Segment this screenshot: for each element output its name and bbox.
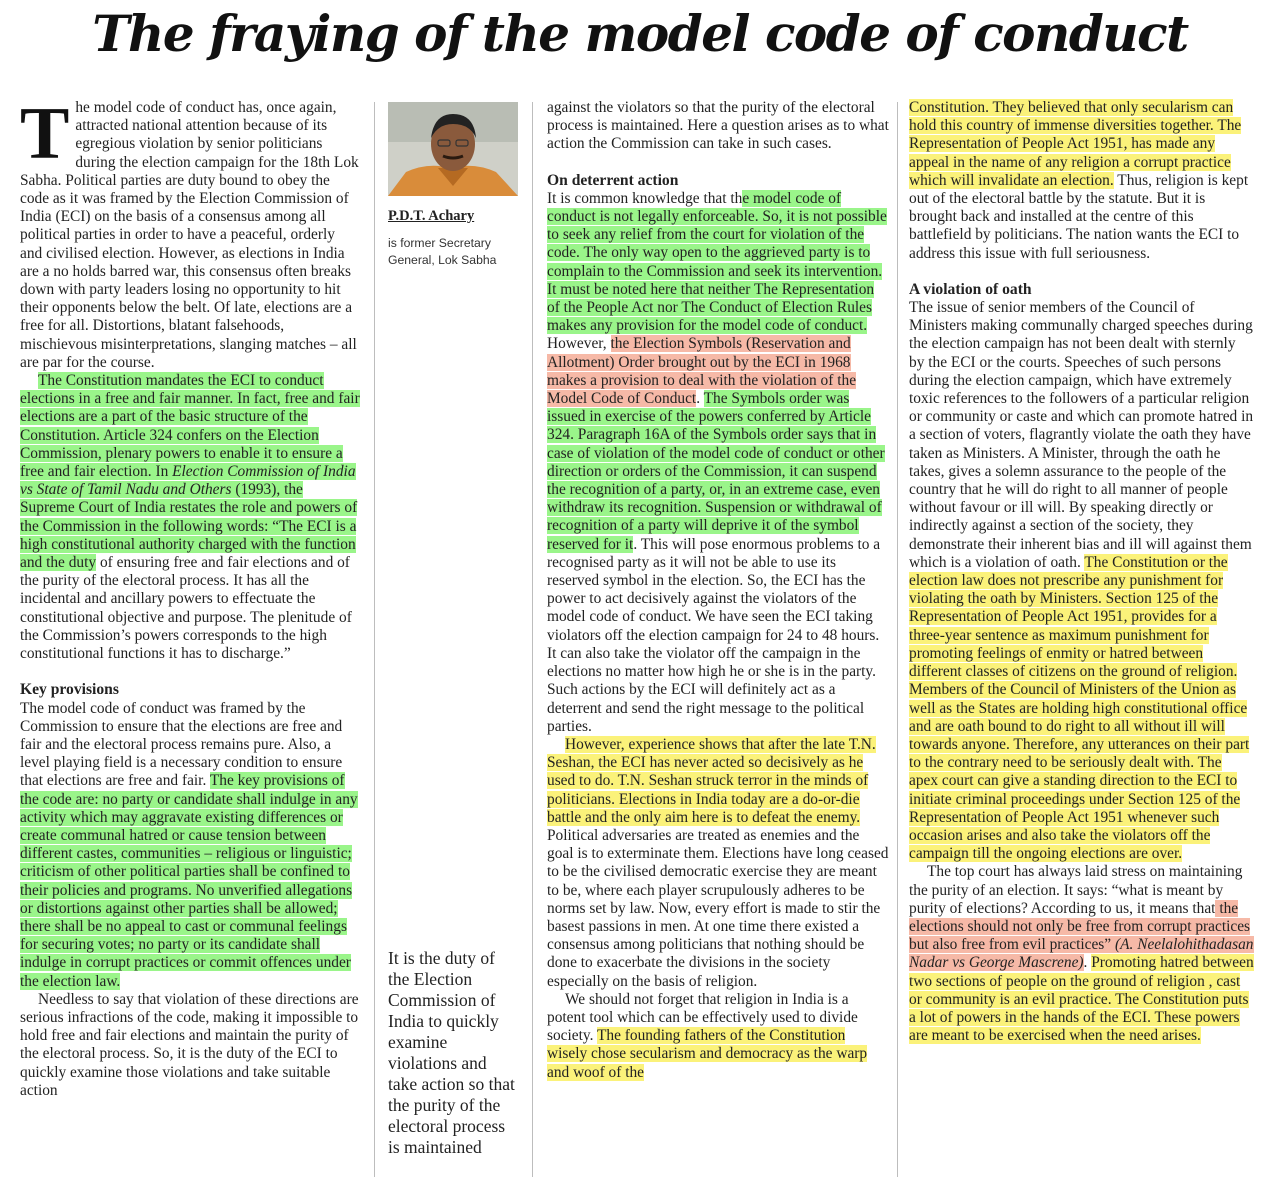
paragraph-text: The top court has always laid stress on maintaining the purity of an election. It says: “what is meant by purity of elections? According to us, it means that [909,863,1243,917]
column-divider [897,102,898,1177]
paragraph-text: Thus, religion is kept out of the electoral battle by the statute. But it is brought back and installed at the centre of this battlefield by politicians. The nation wants the ECI to address this issue with full seriousness. [909,171,1249,262]
highlighted-text: the Election Symbols (Reservation and Allotment) Order brought out by the ECI in 1968 makes a provision to deal with the violation of the Model Code of Conduct [547,335,857,408]
section-heading: A violation of oath [909,280,1032,298]
paragraph [20,700,360,991]
paragraph [547,991,889,1082]
paragraph [547,736,889,991]
author-bio: is former Secretary General, Lok Sabha [388,236,497,267]
paragraph [909,99,1254,263]
paragraph-text: he model code of conduct has, once again, attracted national attention because of its egregious violation by senior politicians during the election campaign for the 18th Lok Sabha. Political parties are duty bound to obey the code as it was framed by the Election Commission of India (ECI) on the basis of a consensus among all political parties in order to have a peaceful, orderly and civilised election. However, as elections in India are a no holds barred war, this consensus often breaks down with party leaders losing no opportunity to hit their opponents below the belt. Of late, elections are a free for all. Distortions, blatant falsehoods, mischievous misinterpretations, slanging matches – all are par for the course. [20,99,359,371]
author-photo [388,102,518,196]
drop-cap: T [20,99,70,175]
paragraph [547,190,889,736]
paragraph-text: . This will pose enormous problems to a recognised party as it will not be able to use its reserved symbol in the election. So, the ECI has the power to act decisively against the violators of the model code of conduct. We have seen the ECI taking violators off the election campaign for 24 to 48 hours. It can also take the violator off the campaign in the elections no matter how high he or she is in the party. Such actions by the ECI will definitely act as a deterrent and send the right message to the political parties. [547,535,881,735]
paragraph-text: The model code of conduct was framed by the Commission to ensure that the elections are free and fair and the electoral process remains pure. Also, a level playing field is a necessary condition to ensure that elections are free and fair. [20,699,343,790]
paragraph-text: . [696,390,704,408]
section-heading: Key provisions [20,681,119,699]
highlighted-text: (1993), the Supreme Court of India restates the role and powers of the Commission in the following words: “The ECI is a high constitutional authority charged with the function and the duty [20,481,358,572]
article-column-1 [20,99,360,1181]
paragraph-text: However, [547,335,611,353]
case-citation: (A. Neelalohithadasan Nadar vs George Mascrene) [909,936,1254,972]
article-column-4 [909,99,1254,1181]
column-divider [532,102,533,1177]
highlighted-text: Constitution. They believed that only secularism can hold this country of immense diversities together. The Representation of People Act 1951, has made any appeal in the name of any religion a corrupt practice which will invalidate an election. [909,99,1242,189]
intro-paragraph [20,99,360,372]
highlighted-text: e model code of conduct is not legally enforceable. So, it is not possible to seek any relief from the court for violation of the code. The only way open to the aggrieved party is to complain to the Commission and seek its intervention. It must be noted here that neither The Representation of the People Act nor The Conduct of Election Rules makes any provision for the model code of conduct. [547,189,887,335]
highlighted-text: The Symbols order was issued in exercise of the powers conferred by Article 324. Paragraph 16A of the Symbols order says that in case of violation of the model code of conduct or other direction or orders of the Commission, it can suspend the recognition of a party, or, in an extreme case, even withdraw its recognition. Suspension or withdrawal of recognition of a party will deprive it of the symbol reserved for it [547,390,885,553]
headline: The fraying of the model code of conduct [92,4,1188,63]
highlighted-text: the elections should not only be free from corrupt practices but also free from evil practices” [909,899,1251,954]
section-heading: On deterrent action [547,171,679,189]
paragraph [547,99,889,154]
paragraph-text: The issue of senior members of the Council of Ministers making communally charged speeches during the election campaign has not been dealt with sternly by the ECI or the courts. Speeches of such persons during the election campaign, which have extremely toxic references to the followers of a particular religion or community or caste and which can promote hatred in a section of voters, flagrantly violate the oath they have taken as Ministers. A Minister, through the oath he takes, gives a solemn assurance to the people of the country that he will do right to all manner of people without favour or ill will. By speaking directly or indirectly against a section of the society, they demonstrate their inherent bias and ill will against them which is a violation of oath. [909,299,1254,571]
paragraph-text: We should not forget that religion in India is a potent tool which can be effectively used to divide society. [547,990,858,1045]
author-box [388,102,520,269]
paragraph-text: Political adversaries are treated as enemies and the goal is to exterminate them. Elections have long ceased to be the civilised democratic exercise they are meant to be, where each player scrupulously adheres to be norms set by law. Now, every effort is made to stir the basest passions in men. At one time there existed a consensus among politicians that nothing should be done to exacerbate the divisions in the society especially on the basis of religion. [547,826,889,990]
paragraph-text: . [1083,954,1092,972]
case-citation: Election Commission of India vs State of Tamil Nadu and Others [20,463,356,499]
highlighted-text: The Constitution mandates the ECI to conduct elections in a free and fair manner. In fact, free and fair elections are a part of the basic structure of the Constitution. Article 324 confers on the Election Commission, plenary powers to enable it to ensure a free and fair election. In [20,372,360,481]
pull-quote: It is the duty of the Election Commission of India to quickly examine violations and take action so that the purity of the electoral process is maintained [388,948,515,1157]
paragraph-text: It is common knowledge that th [547,189,743,207]
highlighted-text: The key provisions of the code are: no party or candidate shall indulge in any activity which may aggravate existing differences or create communal hatred or cause tension between different castes, communities – religious or linguistic; criticism of other political parties shall be confined to their policies and programs. [20,772,358,899]
author-name: P.D.T. Achary [388,208,475,224]
article-column-3 [547,99,889,1181]
highlighted-text: No unverified allegations or distortions against other parties shall be allowed; there shall be no appeal to cast or communal feelings for securing votes; no party or its candidate shall indulge in corrupt practices or commit offences under the election law. [20,881,353,990]
paragraph [20,372,360,663]
highlighted-text: The founding fathers of the Constitution wisely chose secularism and democracy as the warp and woof of the [547,1027,868,1081]
highlighted-text: Promoting hatred between two sections of people on the ground of religion , cast or community is an evil practice. The Constitution puts a lot of powers in the hands of the ECI. These powers are meant to be exercised when the need arises. [909,954,1254,1045]
paragraph [909,863,1254,1045]
paragraph-text: against the violators so that the purity of the electoral process is maintained. Here a question arises as to what action the Commission can take in such cases. [547,99,889,153]
highlighted-text: The Constitution or the election law does not prescribe any punishment for violating the oath by Ministers. Section 125 of the Representation of People Act 1951, provides for a three-year sentence as maximum punishment for promoting feelings of enmity or hatred between different classes of citizens on the ground of religion. Members of the Council of Ministers of the Union as well as the States are holding high constitutional office and are oath bound to do right to all without ill will towards anyone. Therefore, any utterances on their part to the contrary need to be seriously dealt with. The apex court can give a standing direction to the ECI to initiate criminal proceedings under Section 125 of the Representation of People Act 1951 whenever such occasion arises and also take the violators off the campaign till the ongoing elections are over. [909,553,1250,863]
paragraph-text: Needless to say that violation of these directions are serious infractions of the code, making it impossible to hold free and fair elections and maintain the purity of the electoral process. So, it is the duty of the ECI to quickly examine those violations and take suitable action [20,990,359,1099]
highlighted-text: However, experience shows that after the late T.N. Seshan, the ECI has never acted so decisively as he used to do. T.N. Seshan struck terror in the minds of politicians. Elections in India today are a do-or-die battle and the only aim here is to defeat the enemy. [547,735,876,826]
paragraph [20,991,360,1100]
paragraph-text: of ensuring free and fair elections and of the purity of the electoral process. It has all the incidental and ancillary powers to effectuate the constitutional objective and purpose. The plenitude of the Commission’s powers corresponds to the high constitutional functions it has to discharge.” [20,554,352,663]
paragraph [909,299,1254,863]
column-divider [374,102,375,1177]
